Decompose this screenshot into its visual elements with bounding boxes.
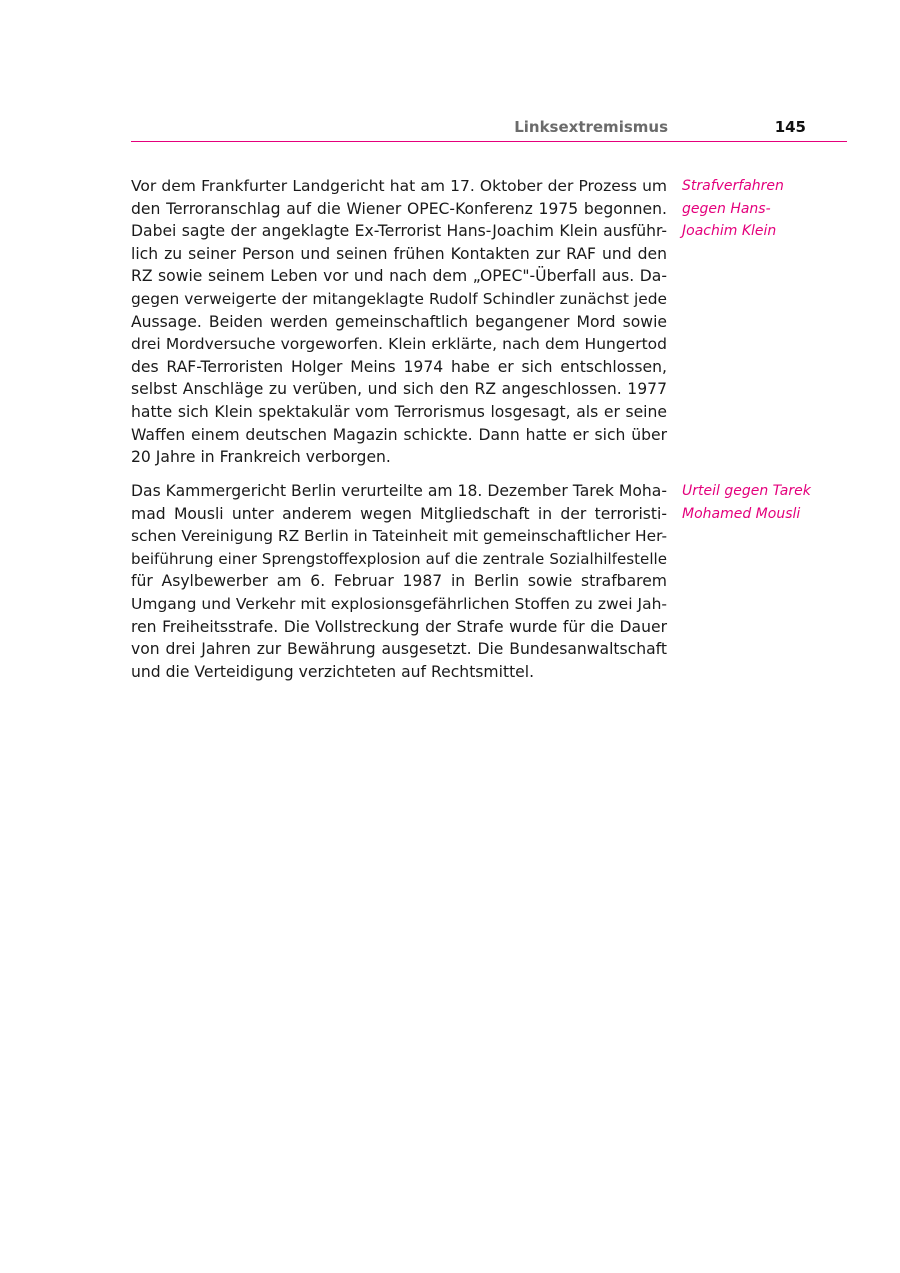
chapter-title: Linksextremismus xyxy=(514,118,668,136)
paragraph-line: ren Freiheitsstrafe. Die Vollstreckung der Strafe wurde für die Dauer xyxy=(131,617,667,636)
header-rule xyxy=(131,141,847,142)
paragraph-mousli xyxy=(131,480,667,683)
margin-note-mousli xyxy=(682,480,842,525)
paragraph-line: des RAF-Terroristen Holger Meins 1974 habe er sich entschlossen, xyxy=(131,357,667,376)
paragraph-line: Aussage. Beiden werden gemeinschaftlich begangener Mord sowie xyxy=(131,312,667,331)
paragraph-line: Vor dem Frankfurter Landgericht hat am 17. Oktober der Prozess um xyxy=(131,177,667,195)
paragraph-line: schen Vereinigung RZ Berlin in Tateinheit mit gemeinschaftlicher Her- xyxy=(131,527,667,546)
paragraph-line: Dabei sagte der angeklagte Ex-Terrorist Hans-Joachim Klein ausführ- xyxy=(131,222,667,241)
paragraph-line: Das Kammergericht Berlin verurteilte am 18. Dezember Tarek Moha- xyxy=(131,482,667,500)
paragraph-line: beiführung einer Sprengstoffexplosion auf die zentrale Sozialhilfestelle xyxy=(131,549,667,568)
paragraph-line: RZ sowie seinem Leben vor und nach dem „OPEC"-Überfall aus. Da- xyxy=(131,267,667,286)
paragraph-line: und die Verteidigung verzichteten auf Rechtsmittel. xyxy=(131,662,535,681)
margin-note-line: gegen Hans- xyxy=(682,200,771,217)
paragraph-line: hatte sich Klein spektakulär vom Terrorismus losgesagt, als er seine xyxy=(131,402,667,421)
margin-note-klein xyxy=(682,175,842,243)
margin-note-line: Urteil gegen Tarek xyxy=(682,483,811,499)
paragraph-line: den Terroranschlag auf die Wiener OPEC-Konferenz 1975 begonnen. xyxy=(131,199,667,218)
paragraph-line: lich zu seiner Person und seinen frühen Kontakten zur RAF und den xyxy=(131,244,667,263)
paragraph-line: Waffen einem deutschen Magazin schickte. Dann hatte er sich über xyxy=(131,425,667,444)
page-number: 145 xyxy=(774,118,806,136)
margin-note-line: Mohamed Mousli xyxy=(682,505,801,522)
paragraph-line: selbst Anschläge zu verüben, und sich den RZ angeschlossen. 1977 xyxy=(131,380,667,399)
paragraph-klein xyxy=(131,175,667,469)
paragraph-line: von drei Jahren zur Bewährung ausgesetzt. Die Bundesanwaltschaft xyxy=(131,640,667,659)
paragraph-line: mad Mousli unter anderem wegen Mitgliedschaft in der terroristi- xyxy=(131,504,667,523)
margin-note-line: Strafverfahren xyxy=(682,178,784,194)
paragraph-line: gegen verweigerte der mitangeklagte Rudolf Schindler zunächst jede xyxy=(131,289,667,308)
margin-note-line: Joachim Klein xyxy=(682,223,777,240)
paragraph-line: drei Mordversuche vorgeworfen. Klein erklärte, nach dem Hungertod xyxy=(131,335,667,354)
paragraph-line: für Asylbewerber am 6. Februar 1987 in Berlin sowie strafbarem xyxy=(131,572,667,591)
paragraph-line: 20 Jahre in Frankreich verborgen. xyxy=(131,448,391,467)
paragraph-line: Umgang und Verkehr mit explosionsgefährlichen Stoffen zu zwei Jah- xyxy=(131,594,667,613)
